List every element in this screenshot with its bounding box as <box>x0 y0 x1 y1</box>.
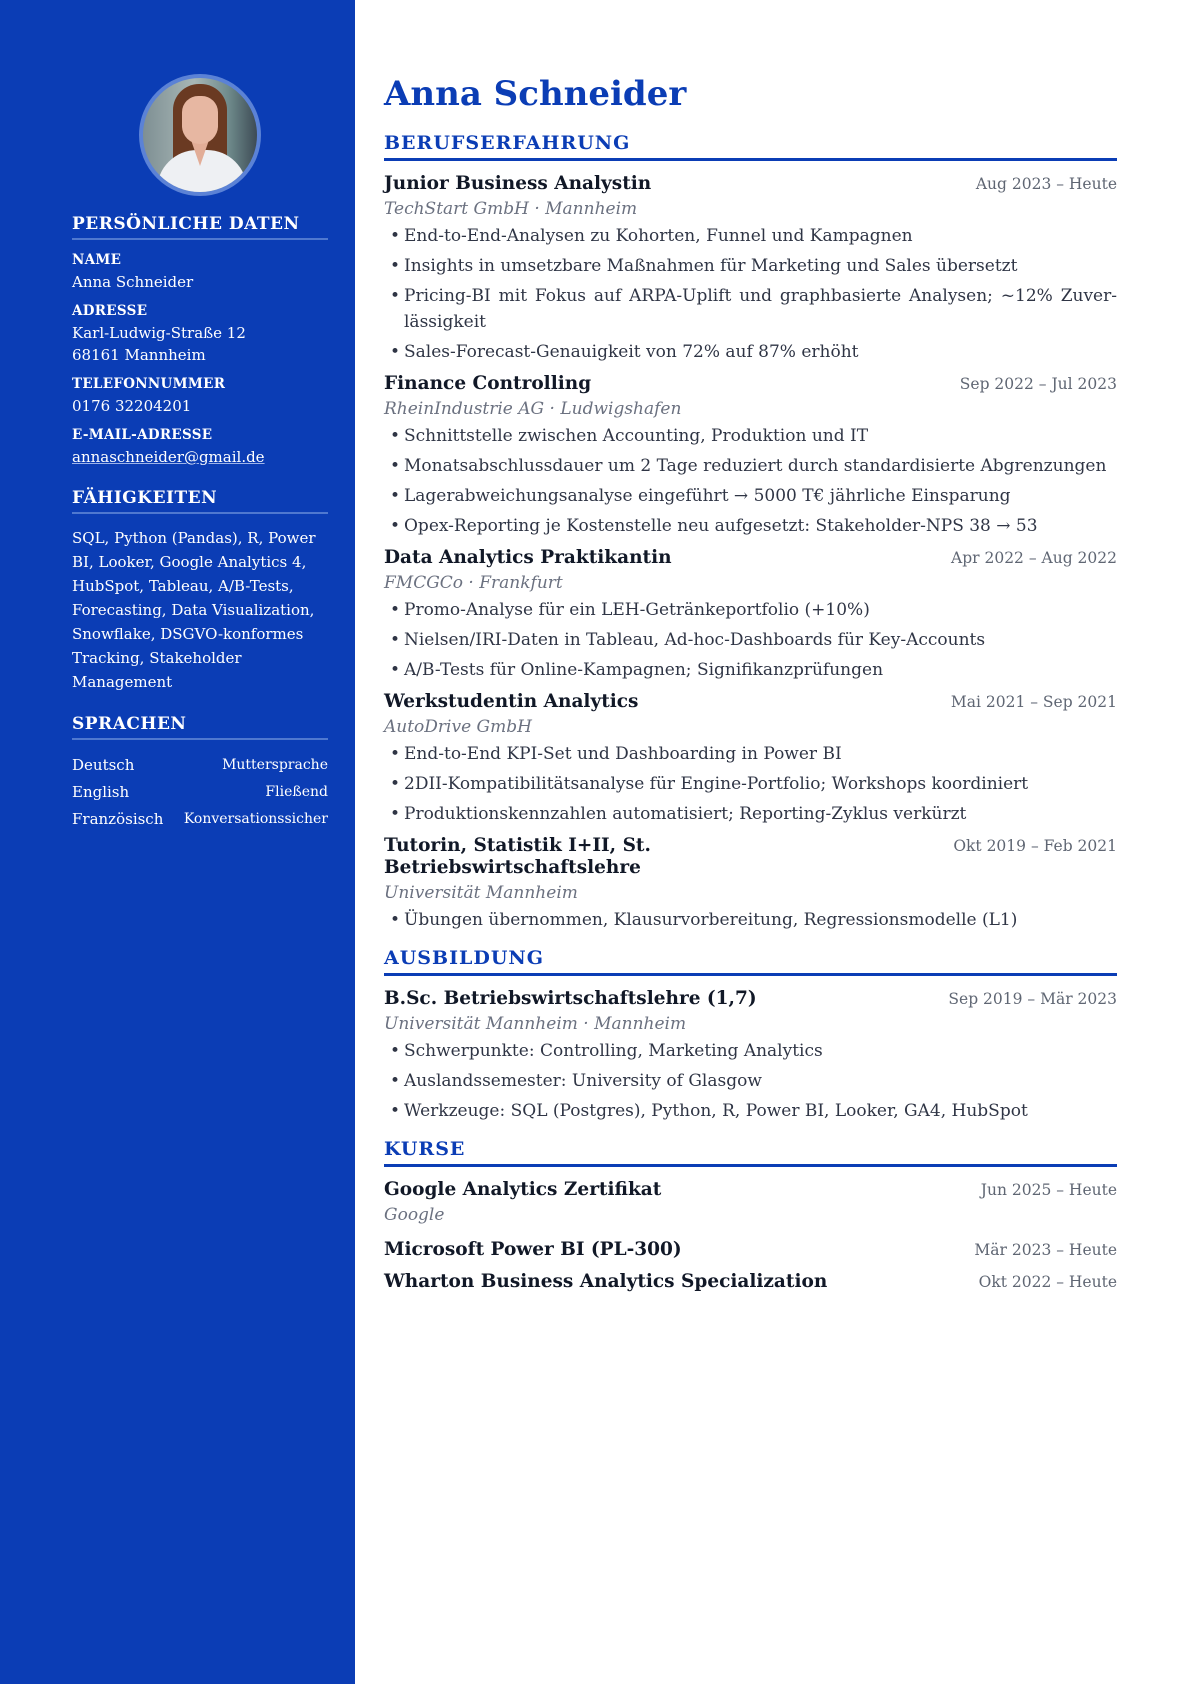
language-row <box>72 779 328 806</box>
job-date: Apr 2022 – Aug 2022 <box>951 549 1117 567</box>
job-date: Aug 2023 – Heute <box>975 175 1117 193</box>
course-entry <box>384 1239 1117 1261</box>
course-title: Microsoft Power BI (PL-300) <box>384 1239 682 1260</box>
entry-header <box>384 691 1117 713</box>
avatar <box>139 74 261 196</box>
course-date: Jun 2025 – Heute <box>980 1181 1117 1199</box>
language-name: English <box>72 783 130 801</box>
bullet-list <box>384 1038 1117 1124</box>
bullet-item: • Pricing-BI mit Fokus auf ARPA-Uplift und graphbasierte Analysen; ~12% Zuverlässigkeit <box>384 283 1117 335</box>
skills-section <box>72 488 328 694</box>
bullet-item: • Sales-Forecast-Genauigkeit von 72% auf 87% erhöht <box>384 339 1117 365</box>
course-title: Google Analytics Zertifikat <box>384 1179 662 1200</box>
education-section <box>384 947 1117 1124</box>
address-value <box>72 322 328 366</box>
course-date: Mär 2023 – Heute <box>974 1241 1117 1259</box>
main-content <box>384 70 1117 1307</box>
personal-data-section <box>72 214 328 468</box>
bullet-list <box>384 907 1117 933</box>
bullet-item: • Monatsabschlussdauer um 2 Tage reduziert durch standardisierte Abgrenzungen <box>384 453 1117 479</box>
skills-heading: FÄHIGKEITEN <box>72 488 328 514</box>
company: AutoDrive GmbH <box>384 717 532 737</box>
job-title: Junior Business Analystin <box>384 173 652 194</box>
language-name: Französisch <box>72 810 164 828</box>
bullet-list <box>384 423 1117 539</box>
bullet-item: • Promo-Analyse für ein LEH-Getränkeportfolio (+10%) <box>384 597 1117 623</box>
institution: Universität Mannheim · Mannheim <box>384 1014 687 1034</box>
job-title: Data Analytics Praktikantin <box>384 547 672 568</box>
company: TechStart GmbH · Mannheim <box>384 199 638 219</box>
entry-header <box>384 1239 1117 1261</box>
experience-heading: BERUFSERFAHRUNG <box>384 132 1117 161</box>
company: Universität Mannheim <box>384 883 578 903</box>
bullet-item: • A/B-Tests für Online-Kampagnen; Signifikanzprüfungen <box>384 657 1117 683</box>
experience-entry <box>384 547 1117 683</box>
experience-entry <box>384 691 1117 827</box>
email-link[interactable]: annaschneider@gmail.de <box>72 448 265 466</box>
language-row <box>72 752 328 779</box>
experience-entry <box>384 373 1117 539</box>
bullet-list <box>384 597 1117 683</box>
bullet-list <box>384 223 1117 365</box>
bullet-item: • Produktionskennzahlen automatisiert; Reporting-Zyklus verkürzt <box>384 801 1117 827</box>
languages-heading: SPRACHEN <box>72 714 328 740</box>
entry-header <box>384 1271 1117 1293</box>
language-name: Deutsch <box>72 756 135 774</box>
experience-entry <box>384 173 1117 365</box>
avatar-face-shape <box>182 96 218 144</box>
language-level: Muttersprache <box>222 757 328 773</box>
bullet-item: • 2DII-Kompatibilitätsanalyse für Engine-Portfolio; Workshops koordiniert <box>384 771 1117 797</box>
job-date: Sep 2022 – Jul 2023 <box>959 375 1117 393</box>
entry-header <box>384 1179 1117 1201</box>
experience-entry <box>384 835 1117 933</box>
phone-label: TELEFONNUMMER <box>72 376 226 392</box>
entry-header <box>384 173 1117 195</box>
degree-date: Sep 2019 – Mär 2023 <box>948 990 1117 1008</box>
language-level: Konversationssicher <box>183 811 328 827</box>
bullet-list <box>384 741 1117 827</box>
bullet-item: • Übungen übernommen, Klausurvorbereitung, Regressionsmodelle (L1) <box>384 907 1117 933</box>
company: FMCGCo · Frankfurt <box>384 573 563 593</box>
address-label: ADRESSE <box>72 303 148 319</box>
language-level: Fließend <box>265 784 328 800</box>
job-date: Okt 2019 – Feb 2021 <box>953 837 1117 855</box>
bullet-item: • Schwerpunkte: Controlling, Marketing Analytics <box>384 1038 1117 1064</box>
language-row <box>72 806 328 833</box>
address-line-2: 68161 Mannheim <box>72 346 206 364</box>
entry-header <box>384 547 1117 569</box>
languages-section <box>72 714 328 833</box>
bullet-item: • Opex-Reporting je Kostenstelle neu aufgesetzt: Stakeholder-NPS 38 → 53 <box>384 513 1117 539</box>
courses-heading: KURSE <box>384 1138 1117 1167</box>
bullet-item: • Nielsen/IRI-Daten in Tableau, Ad-hoc-Dashboards für Key-Accounts <box>384 627 1117 653</box>
degree-title: B.Sc. Betriebswirtschaftslehre (1,7) <box>384 988 757 1009</box>
job-title: Werkstudentin Analytics <box>384 691 639 712</box>
course-entry <box>384 1271 1117 1293</box>
courses-section <box>384 1138 1117 1293</box>
personal-data-heading: PERSÖNLICHE DATEN <box>72 214 328 240</box>
bullet-item: • Werkzeuge: SQL (Postgres), Python, R, Power BI, Looker, GA4, HubSpot <box>384 1098 1117 1124</box>
phone-value: 0176 32204201 <box>72 397 192 415</box>
course-title: Wharton Business Analytics Specialization <box>384 1271 828 1292</box>
bullet-item: • Auslandssemester: University of Glasgow <box>384 1068 1117 1094</box>
job-title: Finance Controlling <box>384 373 592 394</box>
entry-header <box>384 373 1117 395</box>
education-entry <box>384 988 1117 1124</box>
entry-header <box>384 835 1117 879</box>
job-title: Tutorin, Statistik I+II, St. Betriebswirtschaftslehre <box>384 835 651 878</box>
bullet-item: • End-to-End KPI-Set und Dashboarding in Power BI <box>384 741 1117 767</box>
experience-section <box>384 132 1117 933</box>
address-line-1: Karl-Ludwig-Straße 12 <box>72 324 246 342</box>
sidebar <box>0 0 355 1684</box>
bullet-item: • Lagerabweichungsanalyse eingeführt → 5000 T€ jährliche Einsparung <box>384 483 1117 509</box>
email-label: E-MAIL-ADRESSE <box>72 427 213 443</box>
bullet-item: • Insights in umsetzbare Maßnahmen für Marketing und Sales übersetzt <box>384 253 1117 279</box>
course-date: Okt 2022 – Heute <box>978 1273 1117 1291</box>
course-provider: Google <box>384 1205 445 1225</box>
skills-text: SQL, Python (Pandas), R, Power BI, Looker, Google Analytics 4, HubSpot, Tableau, A/B-Tests, Forecasting, Data Visualization, Snowflake, DSGVO-konformes Tracking, Stakeholder Management <box>72 529 316 691</box>
company: RheinIndustrie AG · Ludwigshafen <box>384 399 682 419</box>
course-entry <box>384 1179 1117 1229</box>
education-heading: AUSBILDUNG <box>384 947 1117 976</box>
page-title: Anna Schneider <box>384 74 687 114</box>
bullet-item: • End-to-End-Analysen zu Kohorten, Funnel und Kampagnen <box>384 223 1117 249</box>
job-date: Mai 2021 – Sep 2021 <box>950 693 1117 711</box>
name-label: NAME <box>72 252 122 268</box>
bullet-item: • Schnittstelle zwischen Accounting, Produktion und IT <box>384 423 1117 449</box>
name-value: Anna Schneider <box>72 273 194 291</box>
entry-header <box>384 988 1117 1010</box>
